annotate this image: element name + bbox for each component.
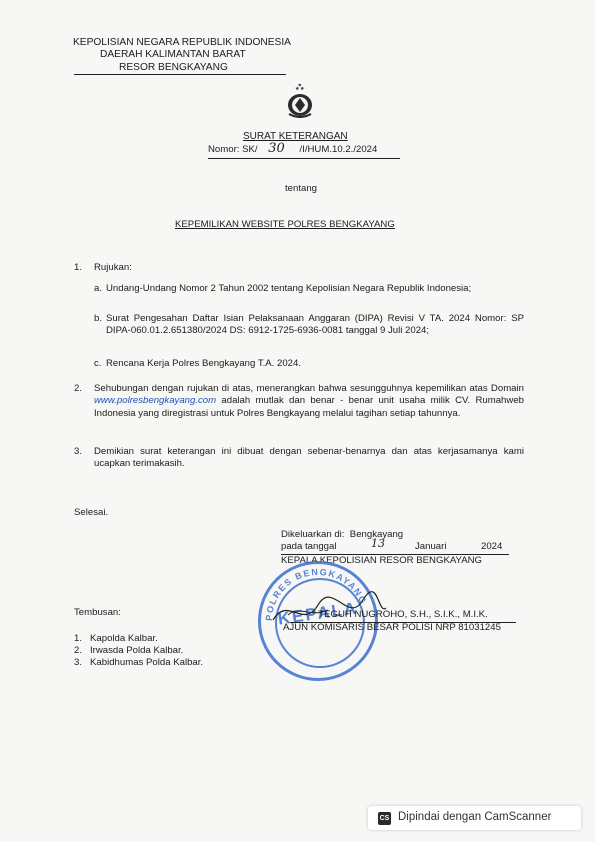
date-month: Januari [415, 541, 447, 552]
tembusan-num: 2. [74, 645, 83, 656]
date-line [281, 537, 509, 555]
tembusan-heading: Tembusan: [74, 607, 121, 618]
item-1b-label: b. [94, 313, 103, 324]
nomor-prefix: Nomor: SK/ [208, 144, 258, 155]
svg-text:★: ★ [297, 84, 302, 89]
stamp-center-text: KEPALA [276, 598, 360, 629]
header-line-1: KEPOLISIAN NEGARA REPUBLIK INDONESIA [73, 37, 291, 48]
date-day: 13 [371, 537, 385, 550]
item-2-text-after: adalah mutlak dan benar - benar unit usaha milik CV. Rumahweb Indonesia yang diregistrasi untuk Polres Bengkayang melalui tagihan setiap tahunnya. [94, 395, 524, 419]
item-3-text: Demikian surat keterangan ini dibuat dengan sebenar-benarnya dan atas kerjasamanya kami ucapkan terimakasih. [94, 446, 524, 470]
signatory-rank: AJUN KOMISARIS BESAR POLISI NRP 81031245 [283, 622, 501, 633]
tembusan-item-3 [74, 657, 203, 670]
issued-label: Dikeluarkan di [281, 529, 342, 540]
camscanner-logo-icon: CS [378, 812, 391, 825]
tembusan-item-2 [74, 645, 183, 658]
item-1-number: 1. [74, 262, 83, 273]
svg-text:POLRES BENGKAYANG: POLRES BENGKAYANG [263, 566, 369, 622]
tembusan-num: 1. [74, 633, 83, 644]
date-label: pada tanggal [281, 541, 337, 552]
date-year: 2024 [481, 541, 503, 552]
item-1c-text: Rencana Kerja Polres Bengkayang T.A. 2024. [106, 358, 302, 369]
tembusan-item-1 [74, 633, 158, 646]
police-emblem-icon [285, 84, 315, 120]
document-type: SURAT KETERANGAN [243, 131, 348, 142]
domain-link[interactable]: www.polresbengkayang.com [94, 395, 217, 407]
item-3-number: 3. [74, 446, 83, 457]
tembusan-text: Irwasda Polda Kalbar. [90, 645, 184, 656]
svg-text:★: ★ [295, 86, 300, 92]
subject: KEPEMILIKAN WEBSITE POLRES BENGKAYANG [175, 219, 395, 230]
nomor-handwritten: 30 [268, 141, 285, 156]
nomor-suffix: /I/HUM.10.2./2024 [299, 144, 378, 155]
document-number [208, 143, 400, 159]
tembusan-num: 3. [74, 657, 83, 668]
camscanner-text: Dipindai dengan CamScanner [398, 811, 552, 823]
item-1a-label: a. [94, 283, 103, 294]
selesai-label: Selesai. [74, 507, 109, 518]
tentang-label: tentang [285, 183, 318, 194]
svg-text:★: ★ [300, 86, 305, 92]
tembusan-text: Kapolda Kalbar. [90, 633, 158, 644]
item-2-text [94, 383, 524, 420]
item-1a-text: Undang-Undang Nomor 2 Tahun 2002 tentang Kepolisian Negara Republik Indonesia; [106, 283, 472, 294]
item-2-number: 2. [74, 383, 83, 394]
header-underline [74, 74, 286, 75]
header-line-3: RESOR BENGKAYANG [119, 62, 228, 73]
header-line-2: DAERAH KALIMANTAN BARAT [100, 49, 246, 60]
item-2-text-before: Sehubungan dengan rujukan di atas, menerangkan bahwa sesungguhnya kepemilikan atas Domain [94, 383, 524, 394]
issued-line: Dikeluarkan di: Bengkayang [281, 529, 404, 540]
item-1-heading: Rujukan: [94, 262, 132, 273]
signatory-office: KEPALA KEPOLISIAN RESOR BENGKAYANG [281, 555, 483, 566]
item-1b-text: Surat Pengesahan Daftar Isian Pelaksanaan Anggaran (DIPA) Revisi V TA. 2024 Nomor: SP DIPA-060.01.2.651380/2024 DS: 6912-1725-6936-0081 tanggal 9 Juli 2024; [106, 313, 524, 337]
signatory-name: TEGUH NUGROHO, S.H., S.I.K., M.I.K. [290, 609, 516, 623]
camscanner-watermark [368, 806, 581, 830]
tembusan-text: Kabidhumas Polda Kalbar. [90, 657, 204, 668]
issued-place: Bengkayang [349, 529, 404, 540]
item-1c-label: c. [94, 358, 102, 369]
